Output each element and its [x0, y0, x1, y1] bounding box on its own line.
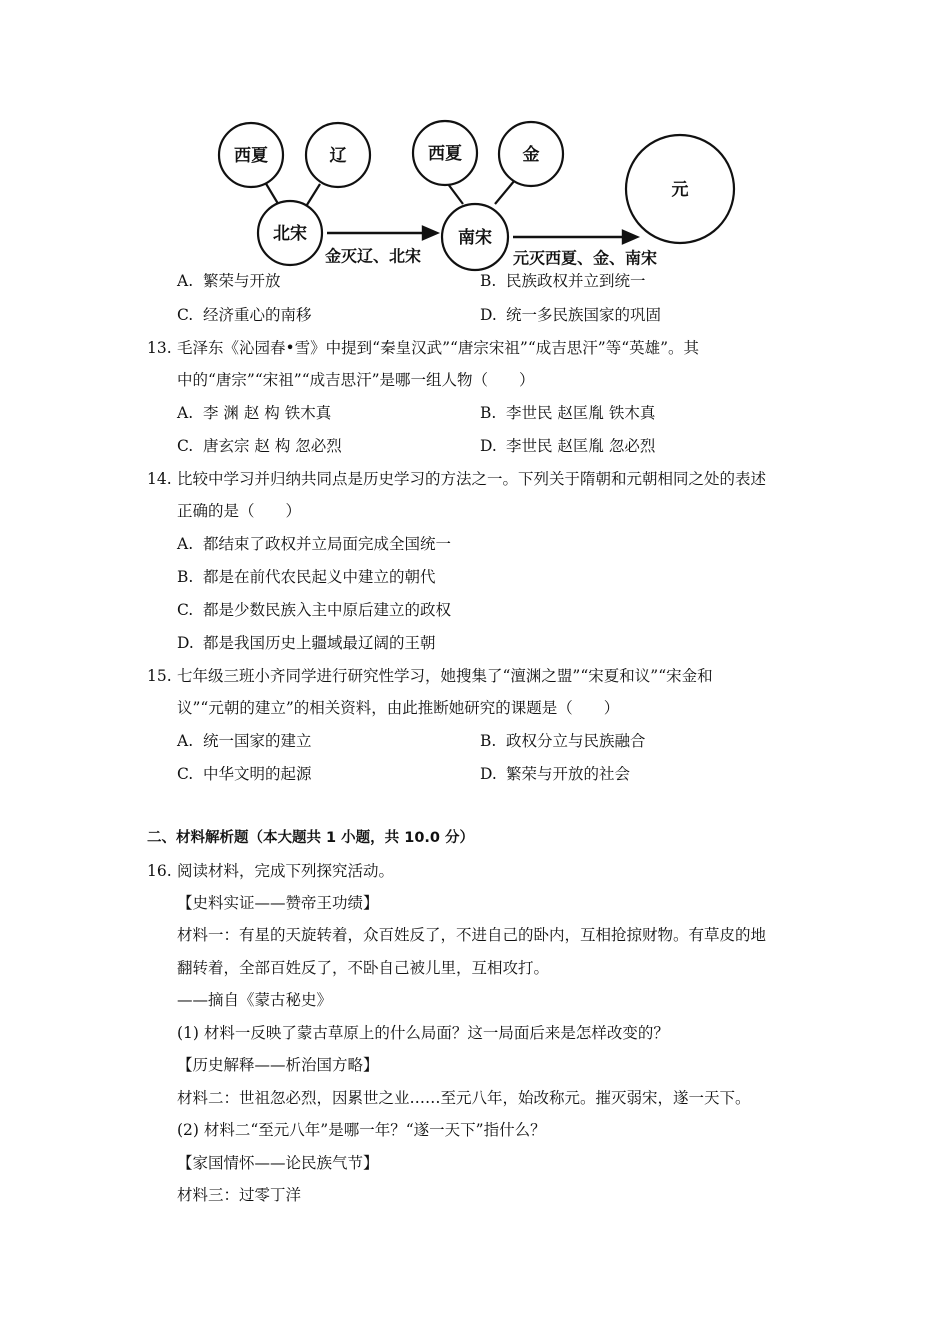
q13-option-b[interactable]: B. 李世民 赵匡胤 铁木真 [480, 404, 656, 422]
q16-material-1-source: ——摘自《蒙古秘史》 [177, 991, 333, 1009]
q13-number: 13. [147, 339, 172, 357]
q14-option-d[interactable]: D. 都是我国历史上疆域最辽阔的王朝 [177, 634, 436, 652]
q16-subquestion-2: (2) 材料二“至元八年”是哪一年？“遂一天下”指什么？ [177, 1121, 546, 1139]
q15-option-c[interactable]: C. 中华文明的起源 [177, 765, 312, 783]
q13-option-a[interactable]: A. 李 渊 赵 构 铁木真 [177, 404, 332, 422]
q14-option-a[interactable]: A. 都结束了政权并立局面完成全国统一 [177, 535, 452, 553]
q14-number: 14. [147, 470, 172, 488]
q13-text-1: 毛泽东《沁园春•雪》中提到“秦皇汉武”“唐宗宋祖”“成吉思汗”等“英雄”。其 [177, 339, 700, 357]
connector-jin-nansong [495, 180, 515, 204]
q15-number: 15. [147, 667, 172, 685]
q16-material-1-line-1: 材料一：有星的天旋转着，众百姓反了，不进自己的卧内，互相抢掠财物。有草皮的地 [177, 926, 767, 944]
q14-text-1: 比较中学习并归纳共同点是历史学习的方法之一。下列关于隋朝和元朝相同之处的表述 [177, 470, 767, 488]
q14-option-c[interactable]: C. 都是少数民族入主中原后建立的政权 [177, 601, 452, 619]
q16-subquestion-1: (1) 材料一反映了蒙古草原上的什么局面？这一局面后来是怎样改变的？ [177, 1024, 669, 1042]
arrow-1-head [423, 227, 437, 239]
label-xixia-2: 西夏 [428, 144, 462, 164]
q16-number: 16. [147, 862, 172, 880]
label-xixia-1: 西夏 [234, 146, 268, 166]
label-jin: 金 [522, 145, 540, 165]
q14-text-2: 正确的是（ ） [177, 502, 302, 520]
q13-option-d[interactable]: D. 李世民 赵匡胤 忽必烈 [480, 437, 656, 455]
q13-text-2: 中的“唐宗”“宋祖”“成吉思汗”是哪一组人物（ ） [177, 371, 535, 389]
q12-option-c[interactable]: C. 经济重心的南移 [177, 306, 312, 324]
q15-option-a[interactable]: A. 统一国家的建立 [177, 732, 312, 750]
arrow-2-label: 元灭西夏、金、南宋 [513, 248, 658, 268]
q12-option-b[interactable]: B. 民族政权并立到统一 [480, 272, 646, 290]
arrow-1-label: 金灭辽、北宋 [325, 246, 422, 266]
q15-option-b[interactable]: B. 政权分立与民族融合 [480, 732, 646, 750]
label-nansong: 南宋 [458, 228, 492, 248]
section-2-heading: 二、材料解析题（本大题共 1 小题，共 10.0 分） [147, 830, 475, 846]
label-yuan: 元 [671, 180, 689, 200]
connector-liao-beisong [305, 184, 320, 208]
q12-option-d[interactable]: D. 统一多民族国家的巩固 [480, 306, 662, 324]
dynasty-diagram [205, 112, 750, 272]
q14-option-b[interactable]: B. 都是在前代农民起义中建立的朝代 [177, 568, 436, 586]
q16-material-2: 材料二：世祖忽必烈，因累世之业……至元八年，始改称元。摧灭弱宋，遂一天下。 [177, 1089, 751, 1107]
q16-material-3-title: 材料三：过零丁洋 [177, 1186, 302, 1204]
q12-option-a[interactable]: A. 繁荣与开放 [177, 272, 281, 290]
label-liao: 辽 [329, 146, 347, 166]
q15-text-1: 七年级三班小齐同学进行研究性学习，她搜集了“澶渊之盟”“宋夏和议”“宋金和 [177, 667, 713, 685]
arrow-2-head [623, 231, 637, 243]
q15-option-d[interactable]: D. 繁荣与开放的社会 [480, 765, 631, 783]
q16-heading-evidence: 【史料实证——赞帝王功绩】 [177, 894, 379, 912]
label-beisong: 北宋 [273, 224, 307, 244]
q16-heading-patriotism: 【家国情怀——论民族气节】 [177, 1154, 379, 1172]
q16-material-1-line-2: 翻转着，全部百姓反了，不卧自己被儿里，互相攻打。 [177, 959, 550, 977]
q13-option-c[interactable]: C. 唐玄宗 赵 构 忽必烈 [177, 437, 342, 455]
q16-heading-explanation: 【历史解释——析治国方略】 [177, 1056, 379, 1074]
q16-intro: 阅读材料，完成下列探究活动。 [177, 862, 395, 880]
q15-text-2: 议”“元朝的建立”的相关资料，由此推断她研究的课题是（ ） [177, 699, 620, 717]
